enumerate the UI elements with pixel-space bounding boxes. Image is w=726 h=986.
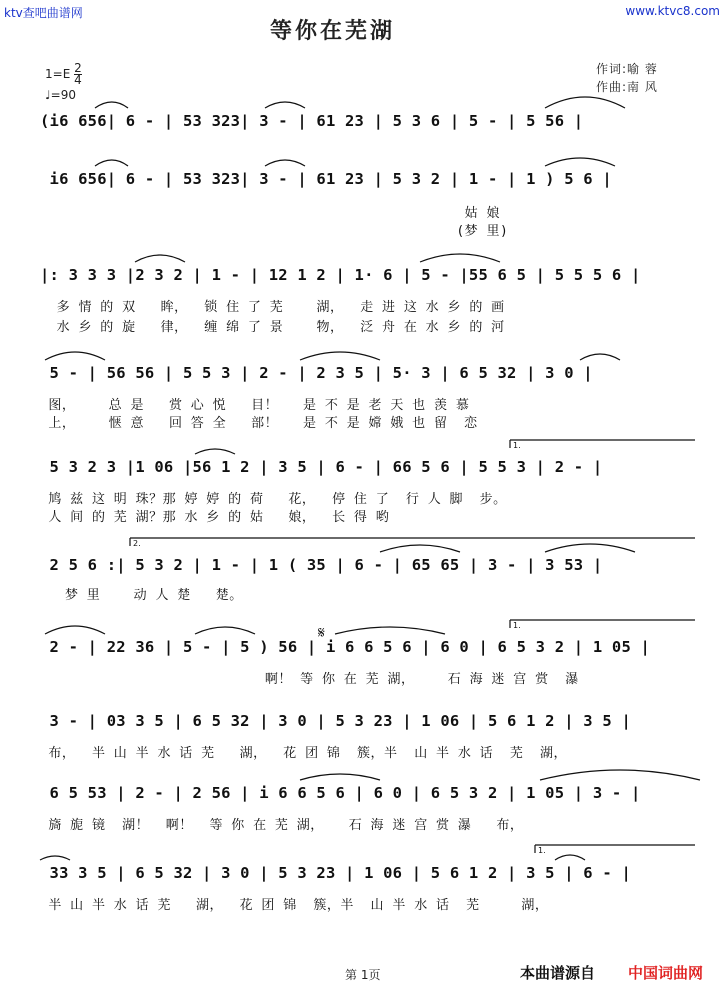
tie-mark [265, 160, 305, 166]
lyric-line: 多 情 的 双 眸， 锁 住 了 芜 湖， 走 进 这 水 乡 的 画 [40, 300, 505, 315]
lyric-line: 人 间 的 芜 湖？那 水 乡 的 姑 娘， 长 得 哟 [40, 510, 390, 525]
composer-credit: 作曲:南 风 [596, 80, 658, 94]
notation-line: 2 5 6 :| 5 3 2 | 1 - | 1 ( 35 | 6 - | 65 65 | 3 - | 3 53 | [40, 556, 603, 574]
watermark-left: ktv查吧曲谱网 [4, 6, 83, 20]
watermark-right: www.ktvc8.com [625, 4, 720, 18]
tie-mark [420, 254, 500, 262]
tie-mark [45, 352, 105, 360]
tie-mark [545, 544, 635, 552]
tie-mark [540, 770, 700, 780]
site-name: 中国词曲网 [628, 964, 704, 982]
notation-line: 5 3 2 3 |1 06 |56 1 2 | 3 5 | 6 - | 66 5 6 | 5 5 3 | 2 - | [40, 458, 603, 476]
tie-mark [45, 626, 105, 634]
tie-mark [335, 627, 445, 634]
tie-mark [195, 449, 235, 454]
volta-number: 1. [513, 441, 521, 450]
lyric-line: (梦 里) [40, 224, 509, 239]
tempo-mark: ♩=90 [45, 88, 76, 102]
lyricist-credit: 作词:喻 蓉 [596, 62, 658, 76]
time-signature [74, 63, 82, 86]
volta-bracket-1 [510, 440, 695, 448]
volta-bracket-2 [130, 538, 695, 546]
source-label: 本曲谱源自 [520, 964, 596, 982]
time-signature-bottom: 4 [74, 73, 82, 87]
volta-bracket-3 [510, 620, 695, 628]
lyric-line: 姑 娘 [40, 206, 500, 221]
volta-number: 1. [538, 846, 546, 855]
volta-bracket-4 [535, 845, 695, 853]
segno-sign: 𝄋 [318, 623, 325, 642]
notation-line: |: 3 3 3 |2 3 2 | 1 - | 12 1 2 | 1· 6 | 5 - |55 6 5 | 5 5 5 6 | [40, 266, 641, 284]
lyric-line: 图， 总 是 赏 心 悦 目！ 是 不 是 老 天 也 羡 慕 [40, 398, 470, 413]
lyric-line: 梦 里 动 人 楚 楚。 [40, 588, 243, 603]
notation-line: 5 - | 56 56 | 5 5 3 | 2 - | 2 3 5 | 5· 3 | 6 5 32 | 3 0 | [40, 364, 593, 382]
lyric-line: 半 山 半 水 话 芜 湖， 花 团 锦 簇，半 山 半 水 话 芜 湖， [40, 898, 549, 913]
notation-line: 33 3 5 | 6 5 32 | 3 0 | 5 3 23 | 1 06 | 5 6 1 2 | 3 5 | 6 - | [40, 864, 631, 882]
lyric-line: 布， 半 山 半 水 话 芜 湖， 花 团 锦 簇，半 山 半 水 话 芜 湖， [40, 746, 567, 761]
volta-number: 2. [133, 539, 141, 548]
lyric-line: 上， 惬 意 回 答 全 部！ 是 不 是 嫦 娥 也 留 恋 [40, 416, 478, 431]
notation-line: 2 - | 22 36 | 5 - | 5 ) 56 | i 6 6 5 6 | 6 0 | 6 5 3 2 | 1 05 | [40, 638, 651, 656]
tie-mark [380, 545, 460, 552]
lyric-line: 鸠 兹 这 明 珠？那 婷 婷 的 荷 花， 停 住 了 行 人 脚 步。 [40, 492, 507, 507]
tie-mark [40, 856, 70, 860]
key-label: 1=E [45, 67, 71, 81]
lyric-line: 水 乡 的 旋 律， 缠 绵 了 景 物， 泛 舟 在 水 乡 的 河 [40, 320, 505, 335]
tie-mark [580, 354, 620, 360]
tie-mark [95, 102, 128, 108]
tie-mark [95, 160, 128, 166]
tie-mark [545, 158, 615, 166]
tie-mark [300, 774, 380, 780]
tie-mark [545, 97, 625, 108]
tie-mark [195, 627, 255, 634]
lyric-line: 啊！ 等 你 在 芜 湖， 石 海 迷 宫 赏 瀑 [40, 672, 579, 687]
page-number: 第 1页 [345, 968, 381, 982]
notation-line: i6 656| 6 - | 53 323| 3 - | 61 23 | 5 3 2 | 1 - | 1 ) 5 6 | [40, 170, 612, 188]
tie-mark [555, 855, 585, 860]
volta-number: 1. [513, 621, 521, 630]
tie-mark [135, 255, 185, 262]
notation-line: 3 - | 03 3 5 | 6 5 32 | 3 0 | 5 3 23 | 1 06 | 5 6 1 2 | 3 5 | [40, 712, 631, 730]
song-title: 等你在芜湖 [270, 19, 396, 44]
time-signature-top: 2 [74, 61, 82, 75]
tie-mark [265, 102, 305, 108]
notation-line: (i6 656| 6 - | 53 323| 3 - | 61 23 | 5 3 6 | 5 - | 5 56 | [40, 112, 584, 130]
lyric-line: 旖 旎 镜 湖！ 啊！ 等 你 在 芜 湖， 石 海 迷 宫 赏 瀑 布， [40, 818, 524, 833]
notation-line: 6 5 53 | 2 - | 2 56 | i 6 6 5 6 | 6 0 | 6 5 3 2 | 1 05 | 3 - | [40, 784, 641, 802]
key-signature [45, 63, 82, 86]
tie-mark [300, 352, 380, 360]
